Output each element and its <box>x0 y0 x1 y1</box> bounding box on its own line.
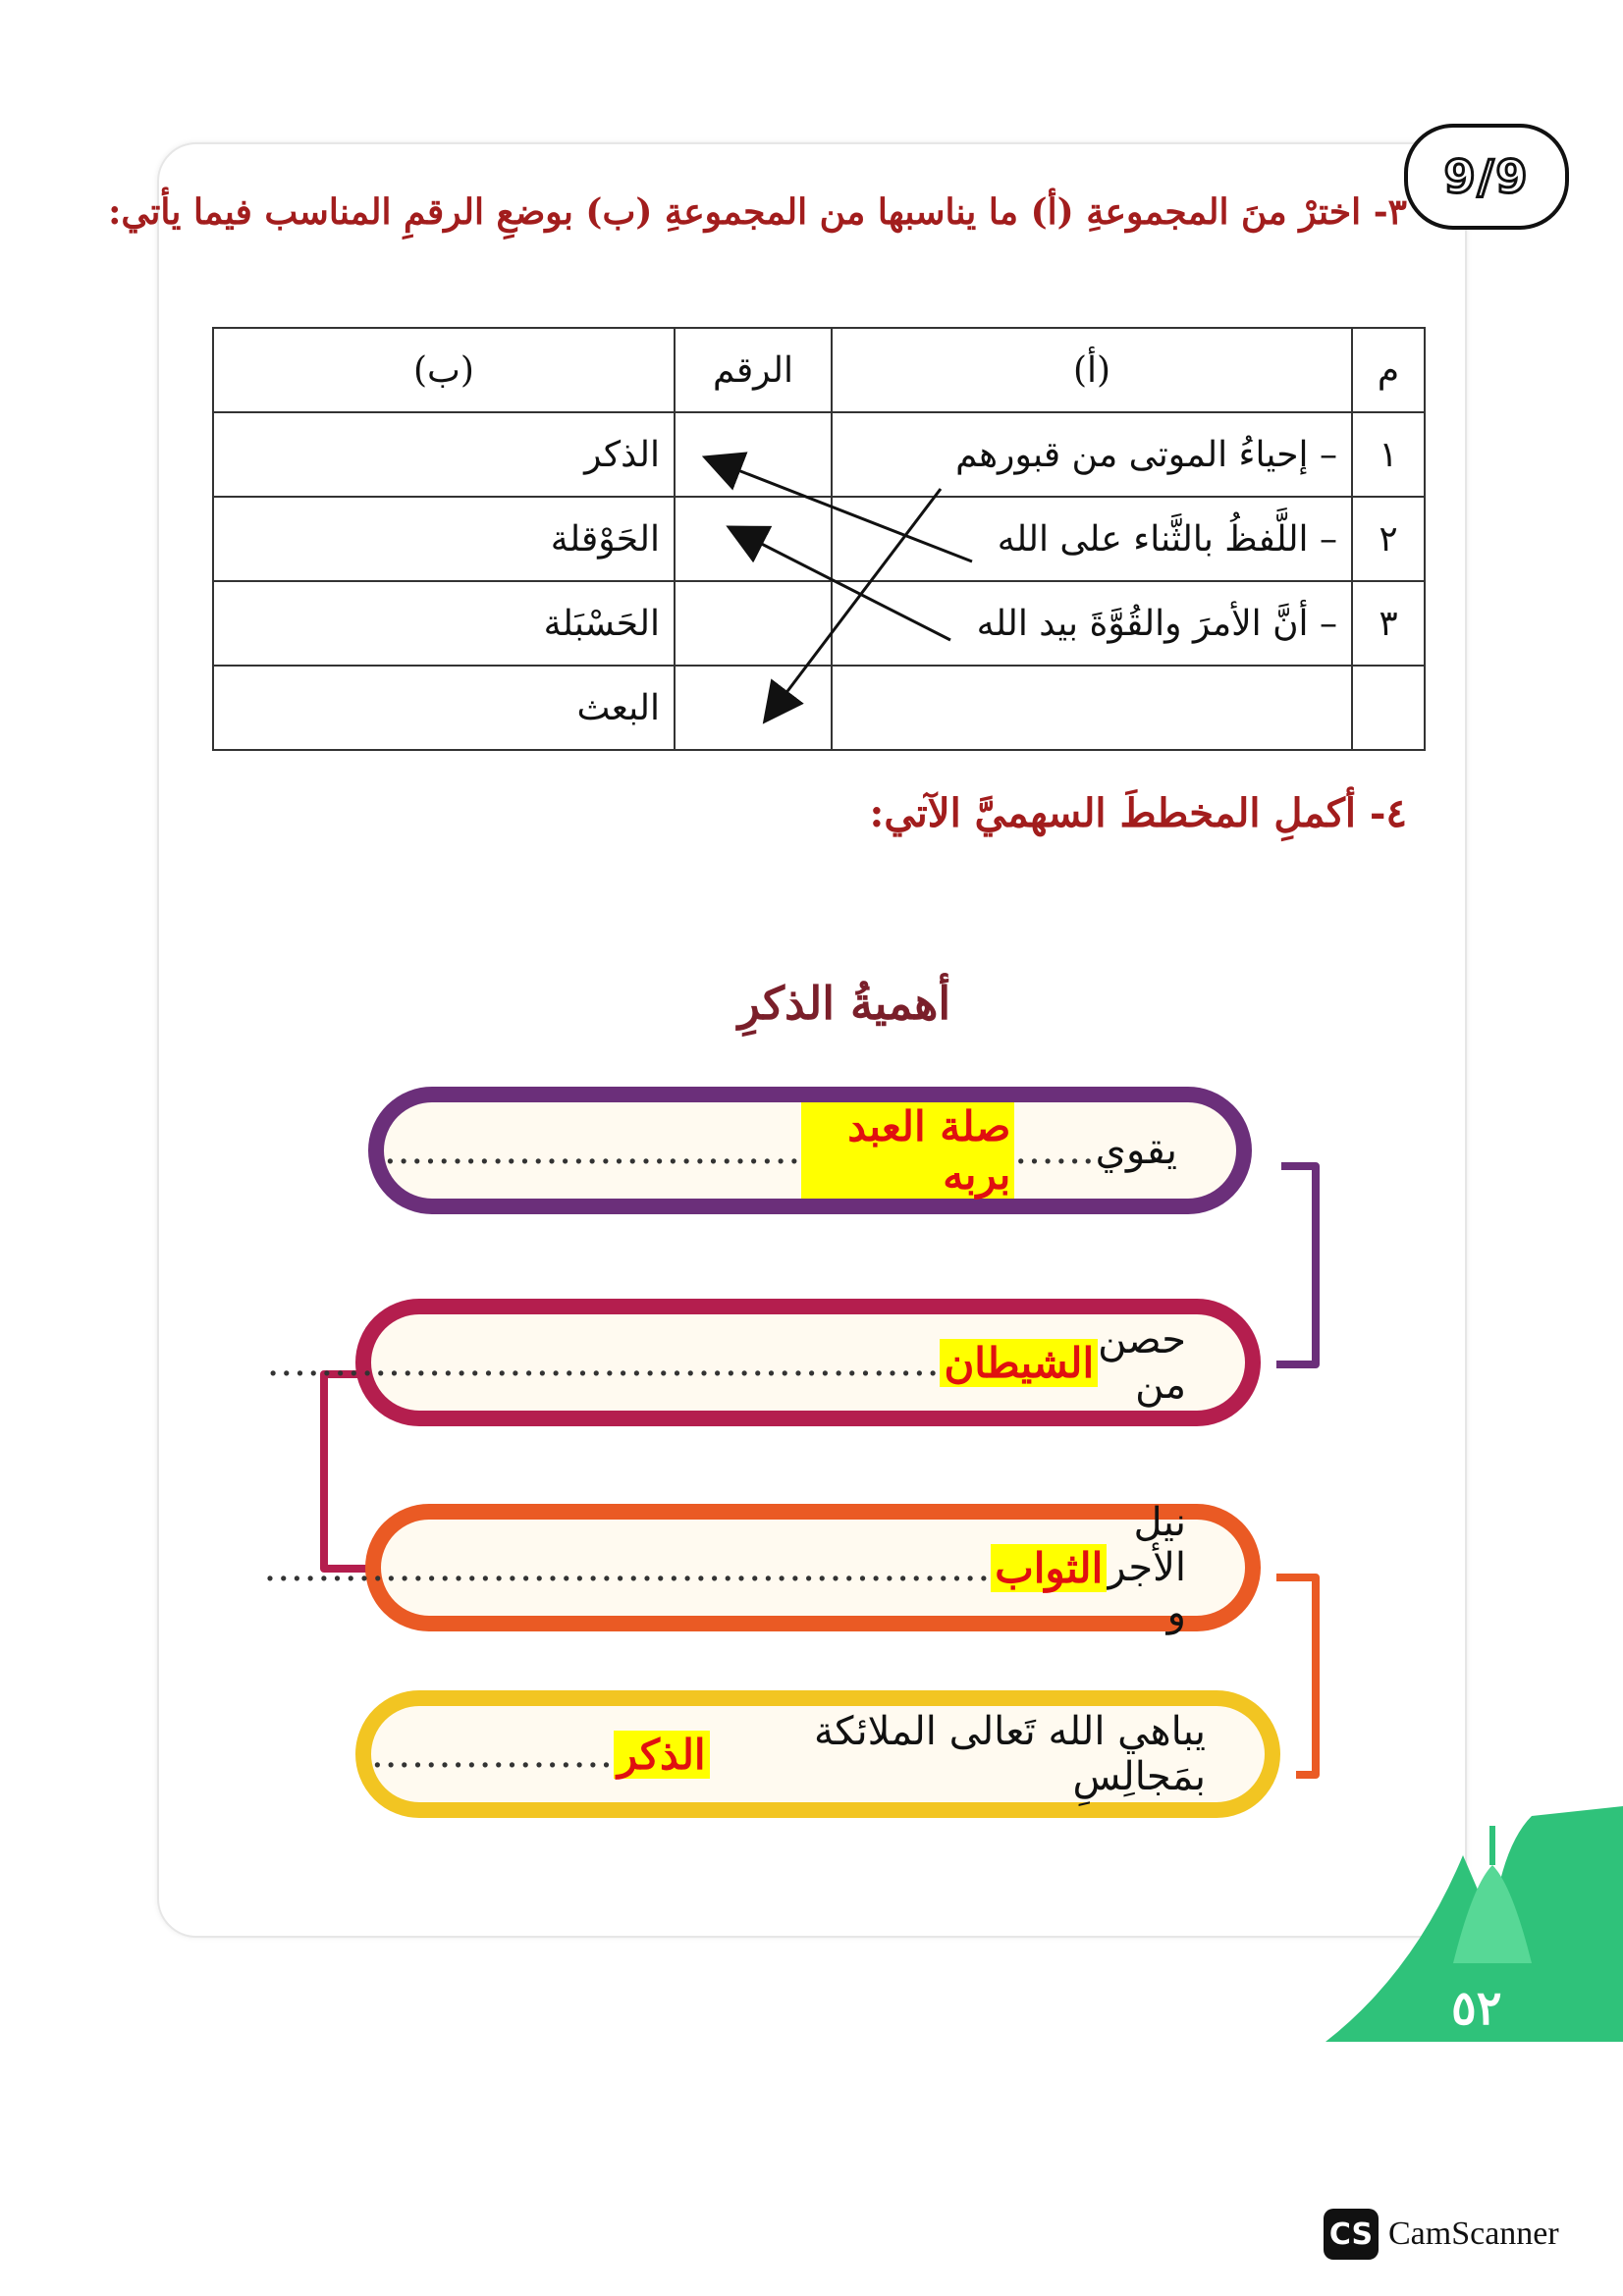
group-a-item: – إحياءُ الموتى من قبورهم <box>832 412 1352 497</box>
filled-answer[interactable]: صلة العبد بربه <box>801 1102 1014 1199</box>
group-b-item: الحَسْبَلة <box>213 581 675 666</box>
match-arrow-3 <box>736 531 950 640</box>
score-text: 9/9 <box>1443 150 1530 203</box>
answer-line: .................. <box>371 1732 614 1777</box>
diagram-item-1 <box>368 1087 1252 1214</box>
question-3-heading: ٣- اخترْ منَ المجموعةِ (أ) ما يناسبها من المجموعةِ (ب) بوضعِ الرقمِ المناسب فيما يأتي: <box>108 191 1407 233</box>
match-arrow-1 <box>770 489 941 715</box>
row-index: ١ <box>1352 412 1425 497</box>
answer-line: ............................... <box>384 1128 802 1173</box>
group-a-item: – أنَّ الأمرَ والقُوَّةَ بيد الله <box>832 581 1352 666</box>
item-prefix: يقوي <box>1095 1128 1177 1173</box>
connector-1-2 <box>1276 1166 1316 1364</box>
diagram-item-3 <box>263 1500 1261 1635</box>
question-4-heading: ٤- أكملِ المخططَ السهميَّ الآتي: <box>869 790 1407 836</box>
header-m: م <box>1352 328 1425 412</box>
camscanner-label: CamScanner <box>1388 2216 1559 2252</box>
lead-dots: ...... <box>1014 1128 1096 1173</box>
diagram-item-2 <box>266 1299 1261 1426</box>
group-b-item: الذكر <box>213 412 675 497</box>
diagram-item-4 <box>355 1690 1280 1818</box>
item-prefix: يباهي الله تَعالى الملائكة بمَجالِسِ <box>813 1709 1206 1799</box>
row-index: ٢ <box>1352 497 1425 581</box>
page-number: ٥٢ <box>1451 1981 1502 2036</box>
filled-answer[interactable]: الثواب <box>991 1544 1107 1592</box>
header-group-b: (ب) <box>213 328 675 412</box>
connector-3-4 <box>1276 1577 1316 1775</box>
camscanner-logo-icon: CS <box>1324 2209 1379 2260</box>
row-index: ٣ <box>1352 581 1425 666</box>
camscanner-watermark <box>1324 2209 1559 2260</box>
answer-line: .................................................. <box>266 1340 941 1385</box>
item-prefix: نيل الأجر و <box>1107 1500 1186 1635</box>
filled-answer[interactable]: الشيطان <box>940 1339 1098 1387</box>
header-number: الرقم <box>675 328 832 412</box>
header-group-a: (أ) <box>832 328 1352 412</box>
diagram-title: أهميةُ الذكرِ <box>737 977 951 1030</box>
match-arrow-2 <box>713 460 972 561</box>
group-b-item: البعث <box>213 666 675 750</box>
filled-answer[interactable]: الذكر <box>614 1731 710 1779</box>
group-b-item: الحَوْقلة <box>213 497 675 581</box>
group-a-item: – اللَّفظُ بالثَّناء على الله <box>832 497 1352 581</box>
answer-line: ...................................................... <box>263 1545 992 1590</box>
item-prefix: حصن من <box>1098 1317 1186 1408</box>
